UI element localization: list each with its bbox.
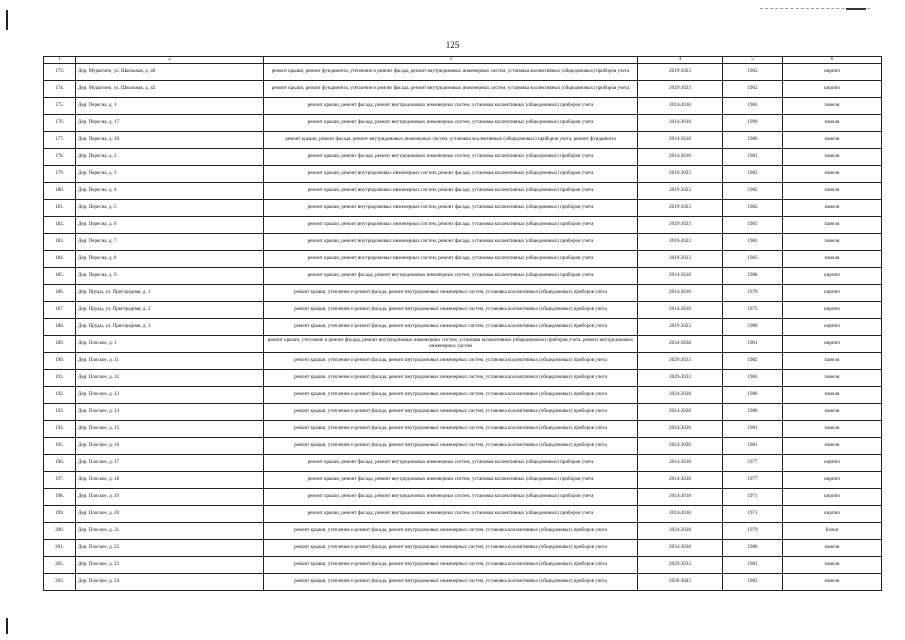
wall-material-cell: панели (783, 353, 882, 370)
works-cell: ремонт крыши, ремонт фундамента, утепление и ремонт фасада, ремонт внутридомовых инженерных систем, установка коллективных (общедомовых) приборов учета (264, 81, 638, 98)
period-cell: 2019-2023 (638, 251, 723, 268)
address-cell: Дер. Плоское, д. 13 (76, 387, 264, 404)
scan-dash-mark (846, 8, 866, 10)
works-cell: ремонт крыши, ремонт фундамента, утепление и ремонт фасада, ремонт внутридомовых инженерных систем, установка коллективных (общедомовых) приборов учета (264, 64, 638, 81)
wall-material-cell: панели (783, 132, 882, 149)
wall-material-cell: кирпич (783, 472, 882, 489)
row-number-cell: 197. (44, 472, 76, 489)
build-year-cell: 1971 (723, 489, 783, 506)
table-row (44, 370, 882, 387)
address-cell: Дер. Мурыгино, ул. Школьная, д. 40 (76, 64, 264, 81)
build-year-cell: 1983 (723, 217, 783, 234)
works-cell: ремонт крыши, утепление и ремонт фасада, ремонт внутридомовых инженерных систем, установка коллективных (общедомовых) приборов учета (264, 540, 638, 557)
row-number-cell: 189. (44, 336, 76, 353)
period-cell: 2024-2028 (638, 404, 723, 421)
table-row (44, 183, 882, 200)
works-cell: ремонт крыши, утепление и ремонт фасада, ремонт внутридомовых инженерных систем, установка коллективных (общедомовых) приборов учета (264, 574, 638, 591)
address-cell: Дер. Пруды, ул. Пригородная, д. 3 (76, 319, 264, 336)
row-number-cell: 175. (44, 98, 76, 115)
table-row (44, 98, 882, 115)
works-cell: ремонт крыши, утепление и ремонт фасада, ремонт внутридомовых инженерных систем, установка коллективных (общедомовых) приборов учета, ремонт внутридомовых инженерных систем (264, 336, 638, 353)
works-cell: ремонт крыши, ремонт внутридомовых инженерных систем, ремонт фасада, установка коллективных (общедомовых) приборов учета (264, 234, 638, 251)
period-cell: 2019-2023 (638, 64, 723, 81)
column-header: 3 (264, 57, 638, 64)
period-cell: 2034-2038 (638, 336, 723, 353)
row-number-cell: 187. (44, 302, 76, 319)
works-cell: ремонт крыши, ремонт внутридомовых инженерных систем, ремонт фасада, установка коллективных (общедомовых) приборов учета (264, 251, 638, 268)
period-cell: 2014-2018 (638, 455, 723, 472)
row-number-cell: 193. (44, 404, 76, 421)
wall-material-cell: кирпич (783, 285, 882, 302)
build-year-cell: 1981 (723, 438, 783, 455)
row-number-cell: 186. (44, 285, 76, 302)
table-row (44, 132, 882, 149)
works-cell: ремонт крыши, ремонт фасада, ремонт внутридомовых инженерных систем, установка коллективных (общедомовых) приборов учета (264, 98, 638, 115)
table-row (44, 234, 882, 251)
period-cell: 2039-2043 (638, 574, 723, 591)
table-row (44, 421, 882, 438)
wall-material-cell: панели (783, 421, 882, 438)
works-cell: ремонт крыши, ремонт фасада, ремонт внутридомовых инженерных систем, установка коллективных (общедомовых) приборов учета (264, 115, 638, 132)
table-row (44, 353, 882, 370)
works-cell: ремонт крыши, утепление и ремонт фасада, ремонт внутридомовых инженерных систем, установка коллективных (общедомовых) приборов учета (264, 404, 638, 421)
wall-material-cell: кирпич (783, 268, 882, 285)
table-row (44, 115, 882, 132)
wall-material-cell: кирпич (783, 455, 882, 472)
period-cell: 2019-2023 (638, 234, 723, 251)
build-year-cell: 1980 (723, 540, 783, 557)
build-year-cell: 1982 (723, 166, 783, 183)
wall-material-cell: кирпич (783, 489, 882, 506)
build-year-cell: 1962 (723, 64, 783, 81)
build-year-cell: 1970 (723, 285, 783, 302)
address-cell: Дер. Пересна, д. 18 (76, 132, 264, 149)
wall-material-cell: кирпич (783, 336, 882, 353)
build-year-cell: 1982 (723, 353, 783, 370)
row-number-cell: 201. (44, 540, 76, 557)
address-cell: Дер. Плоское, д. 19 (76, 489, 264, 506)
table-row (44, 404, 882, 421)
period-cell: 2019-2023 (638, 183, 723, 200)
row-number-cell: 174. (44, 81, 76, 98)
address-cell: Дер. Мурыгино, ул. Школьная, д. 42 (76, 81, 264, 98)
period-cell: 2014-2018 (638, 472, 723, 489)
period-cell: 2019-2023 (638, 81, 723, 98)
works-cell: ремонт крыши, ремонт фасада, ремонт внутридомовых инженерных систем, установка коллективных (общедомовых) приборов учета (264, 149, 638, 166)
build-year-cell: 1980 (723, 319, 783, 336)
address-cell: Дер. Пересна, д. 3 (76, 166, 264, 183)
address-cell: Дер. Пересна, д. 6 (76, 217, 264, 234)
row-number-cell: 178. (44, 149, 76, 166)
column-header: 1 (44, 57, 76, 64)
table-row (44, 540, 882, 557)
page-number: 125 (445, 40, 460, 50)
address-cell: Дер. Плоское, д. 18 (76, 472, 264, 489)
row-number-cell: 180. (44, 183, 76, 200)
table-row (44, 438, 882, 455)
wall-material-cell: панели (783, 149, 882, 166)
period-cell: 2019-2023 (638, 200, 723, 217)
build-year-cell: 1968 (723, 268, 783, 285)
wall-material-cell: кирпич (783, 319, 882, 336)
period-cell: 2014-2018 (638, 506, 723, 523)
row-number-cell: 195. (44, 438, 76, 455)
table-row (44, 166, 882, 183)
works-cell: ремонт крыши, ремонт фасада, ремонт внутридомовых инженерных систем, установка коллективных (общедомовых) приборов учета (264, 472, 638, 489)
wall-material-cell: панели (783, 98, 882, 115)
period-cell: 2014-2018 (638, 149, 723, 166)
build-year-cell: 1990 (723, 115, 783, 132)
works-cell: ремонт крыши, ремонт внутридомовых инженерных систем, ремонт фасада, установка коллективных (общедомовых) приборов учета (264, 183, 638, 200)
address-cell: Дер. Плоское, д. 16 (76, 438, 264, 455)
address-cell: Дер. Плоское, д. 15 (76, 421, 264, 438)
works-cell: ремонт крыши, утепление и ремонт фасада, ремонт внутридомовых инженерных систем, установка коллективных (общедомовых) приборов учета (264, 438, 638, 455)
period-cell: 2024-2028 (638, 421, 723, 438)
address-cell: Дер. Пересна, д. 4 (76, 183, 264, 200)
scan-edge-mark (6, 618, 8, 634)
row-number-cell: 202. (44, 557, 76, 574)
table-row (44, 200, 882, 217)
period-cell: 2024-2028 (638, 438, 723, 455)
works-cell: ремонт крыши, ремонт внутридомовых инженерных систем, ремонт фасада, установка коллективных (общедомовых) приборов учета (264, 200, 638, 217)
table-row (44, 387, 882, 404)
period-cell: 2014-2018 (638, 268, 723, 285)
address-cell: Дер. Пересна, д. 1 (76, 98, 264, 115)
period-cell: 2029-2033 (638, 353, 723, 370)
table-row (44, 455, 882, 472)
period-cell: 2014-2018 (638, 489, 723, 506)
table-row (44, 64, 882, 81)
build-year-cell: 1986 (723, 132, 783, 149)
table-row (44, 217, 882, 234)
period-cell: 2024-2028 (638, 523, 723, 540)
column-header: 6 (783, 57, 882, 64)
row-number-cell: 184. (44, 251, 76, 268)
row-number-cell: 199. (44, 506, 76, 523)
build-year-cell: 1982 (723, 200, 783, 217)
wall-material-cell: панели (783, 387, 882, 404)
wall-material-cell: панели (783, 251, 882, 268)
works-cell: ремонт крыши, утепление и ремонт фасада, ремонт внутридомовых инженерных систем, установка коллективных (общедомовых) приборов учета (264, 370, 638, 387)
build-year-cell: 1962 (723, 81, 783, 98)
works-cell: ремонт крыши, утепление и ремонт фасада, ремонт внутридомовых инженерных систем, установка коллективных (общедомовых) приборов учета (264, 353, 638, 370)
address-cell: Дер. Пересна, д. 8 (76, 251, 264, 268)
period-cell: 2019-2023 (638, 319, 723, 336)
wall-material-cell: кирпич (783, 64, 882, 81)
wall-material-cell: панели (783, 438, 882, 455)
works-cell: ремонт крыши, утепление и ремонт фасада, ремонт внутридомовых инженерных систем, установка коллективных (общедомовых) приборов учета (264, 523, 638, 540)
build-year-cell: 1982 (723, 574, 783, 591)
row-number-cell: 203. (44, 574, 76, 591)
address-cell: Дер. Плоское, д. 24 (76, 574, 264, 591)
build-year-cell: 1983 (723, 234, 783, 251)
works-cell: ремонт крыши, ремонт фасада, ремонт внутридомовых инженерных систем, установка коллективных (общедомовых) приборов учета, ремонт фундамента (264, 132, 638, 149)
build-year-cell: 1977 (723, 472, 783, 489)
table-row (44, 251, 882, 268)
build-year-cell: 1982 (723, 183, 783, 200)
address-cell: Дер. Плоское, д. 20 (76, 506, 264, 523)
build-year-cell: 1983 (723, 251, 783, 268)
wall-material-cell: кирпич (783, 81, 882, 98)
row-number-cell: 181. (44, 200, 76, 217)
works-cell: ремонт крыши, ремонт фасада, ремонт внутридомовых инженерных систем, установка коллективных (общедомовых) приборов учета (264, 268, 638, 285)
period-cell: 2014-2018 (638, 132, 723, 149)
table-row (44, 268, 882, 285)
works-cell: ремонт крыши, утепление и ремонт фасада, ремонт внутридомовых инженерных систем, установка коллективных (общедомовых) приборов учета (264, 319, 638, 336)
table-row (44, 302, 882, 319)
row-number-cell: 183. (44, 234, 76, 251)
header-row (44, 57, 882, 64)
build-year-cell: 1979 (723, 523, 783, 540)
table-row (44, 574, 882, 591)
column-header: 4 (638, 57, 723, 64)
row-number-cell: 179. (44, 166, 76, 183)
wall-material-cell: панели (783, 370, 882, 387)
table-body (44, 64, 882, 591)
column-header: 5 (723, 57, 783, 64)
works-cell: ремонт крыши, утепление и ремонт фасада, ремонт внутридомовых инженерных систем, установка коллективных (общедомовых) приборов учета (264, 302, 638, 319)
address-cell: Дер. Плоское, д. 11 (76, 353, 264, 370)
table-row (44, 149, 882, 166)
period-cell: 2019-2023 (638, 217, 723, 234)
row-number-cell: 200. (44, 523, 76, 540)
address-cell: Дер. Пруды, ул. Пригородная, д. 1 (76, 285, 264, 302)
address-cell: Дер. Плоское, д. 14 (76, 404, 264, 421)
works-cell: ремонт крыши, ремонт фасада, ремонт внутридомовых инженерных систем, установка коллективных (общедомовых) приборов учета (264, 455, 638, 472)
build-year-cell: 1982 (723, 370, 783, 387)
wall-material-cell: панели (783, 540, 882, 557)
address-cell: Дер. Пруды, ул. Пригородная, д. 2 (76, 302, 264, 319)
period-cell: 2029-2033 (638, 557, 723, 574)
wall-material-cell: панели (783, 183, 882, 200)
row-number-cell: 191. (44, 370, 76, 387)
table-row (44, 336, 882, 353)
scan-edge-mark (6, 10, 8, 30)
wall-material-cell: блоки (783, 523, 882, 540)
works-cell: ремонт крыши, утепление и ремонт фасада, ремонт внутридомовых инженерных систем, установка коллективных (общедомовых) приборов учета (264, 421, 638, 438)
build-year-cell: 1971 (723, 506, 783, 523)
table-row (44, 319, 882, 336)
works-cell: ремонт крыши, ремонт фасада, ремонт внутридомовых инженерных систем, установка коллективных (общедомовых) приборов учета (264, 506, 638, 523)
row-number-cell: 188. (44, 319, 76, 336)
address-cell: Дер. Пересна, д. 9 (76, 268, 264, 285)
address-cell: Дер. Плоское, д. 17 (76, 455, 264, 472)
wall-material-cell: панели (783, 166, 882, 183)
period-cell: 2014-2018 (638, 285, 723, 302)
build-year-cell: 1982 (723, 98, 783, 115)
row-number-cell: 176. (44, 115, 76, 132)
period-cell: 2024-2028 (638, 387, 723, 404)
works-cell: ремонт крыши, ремонт внутридомовых инженерных систем, ремонт фасада, установка коллективных (общедомовых) приборов учета (264, 217, 638, 234)
wall-material-cell: панели (783, 404, 882, 421)
wall-material-cell: панели (783, 574, 882, 591)
build-year-cell: 1977 (723, 455, 783, 472)
period-cell: 2034-2038 (638, 540, 723, 557)
wall-material-cell: кирпич (783, 302, 882, 319)
address-cell: Дер. Пересна, д. 5 (76, 200, 264, 217)
address-cell: Дер. Плоское, д. 23 (76, 557, 264, 574)
build-year-cell: 1961 (723, 336, 783, 353)
row-number-cell: 192. (44, 387, 76, 404)
table-row (44, 523, 882, 540)
wall-material-cell: панели (783, 200, 882, 217)
repair-schedule-table (43, 56, 882, 591)
row-number-cell: 182. (44, 217, 76, 234)
table-row (44, 489, 882, 506)
row-number-cell: 185. (44, 268, 76, 285)
address-cell: Дер. Плоское, д. 1 (76, 336, 264, 353)
row-number-cell: 198. (44, 489, 76, 506)
address-cell: Дер. Пересна, д. 2 (76, 149, 264, 166)
build-year-cell: 1975 (723, 302, 783, 319)
works-cell: ремонт крыши, ремонт фасада, ремонт внутридомовых инженерных систем, установка коллективных (общедомовых) приборов учета (264, 489, 638, 506)
period-cell: 2014-2018 (638, 302, 723, 319)
period-cell: 2014-2018 (638, 98, 723, 115)
period-cell: 2019-2023 (638, 166, 723, 183)
wall-material-cell: панели (783, 234, 882, 251)
build-year-cell: 1982 (723, 149, 783, 166)
address-cell: Дер. Плоское, д. 21 (76, 523, 264, 540)
wall-material-cell: панели (783, 217, 882, 234)
address-cell: Дер. Пересна, д. 17 (76, 115, 264, 132)
row-number-cell: 194. (44, 421, 76, 438)
table-row (44, 557, 882, 574)
table-row (44, 506, 882, 523)
build-year-cell: 1980 (723, 404, 783, 421)
period-cell: 2029-2033 (638, 370, 723, 387)
period-cell: 2014-2018 (638, 115, 723, 132)
row-number-cell: 196. (44, 455, 76, 472)
address-cell: Дер. Пересна, д. 7 (76, 234, 264, 251)
address-cell: Дер. Плоское, д. 12 (76, 370, 264, 387)
table-row (44, 81, 882, 98)
row-number-cell: 173. (44, 64, 76, 81)
row-number-cell: 190. (44, 353, 76, 370)
wall-material-cell: панели (783, 557, 882, 574)
address-cell: Дер. Плоское, д. 22 (76, 540, 264, 557)
wall-material-cell: панели (783, 115, 882, 132)
works-cell: ремонт крыши, утепление и ремонт фасада, ремонт внутридомовых инженерных систем, установка коллективных (общедомовых) приборов учета (264, 557, 638, 574)
build-year-cell: 1981 (723, 421, 783, 438)
build-year-cell: 1980 (723, 387, 783, 404)
works-cell: ремонт крыши, ремонт внутридомовых инженерных систем, ремонт фасада, установка коллективных (общедомовых) приборов учета (264, 166, 638, 183)
works-cell: ремонт крыши, утепление и ремонт фасада, ремонт внутридомовых инженерных систем, установка коллективных (общедомовых) приборов учета (264, 285, 638, 302)
column-header: 2 (76, 57, 264, 64)
works-cell: ремонт крыши, утепление и ремонт фасада, ремонт внутридомовых инженерных систем, установка коллективных (общедомовых) приборов учета (264, 387, 638, 404)
build-year-cell: 1982 (723, 557, 783, 574)
table-row (44, 285, 882, 302)
row-number-cell: 177. (44, 132, 76, 149)
wall-material-cell: кирпич (783, 506, 882, 523)
table-row (44, 472, 882, 489)
